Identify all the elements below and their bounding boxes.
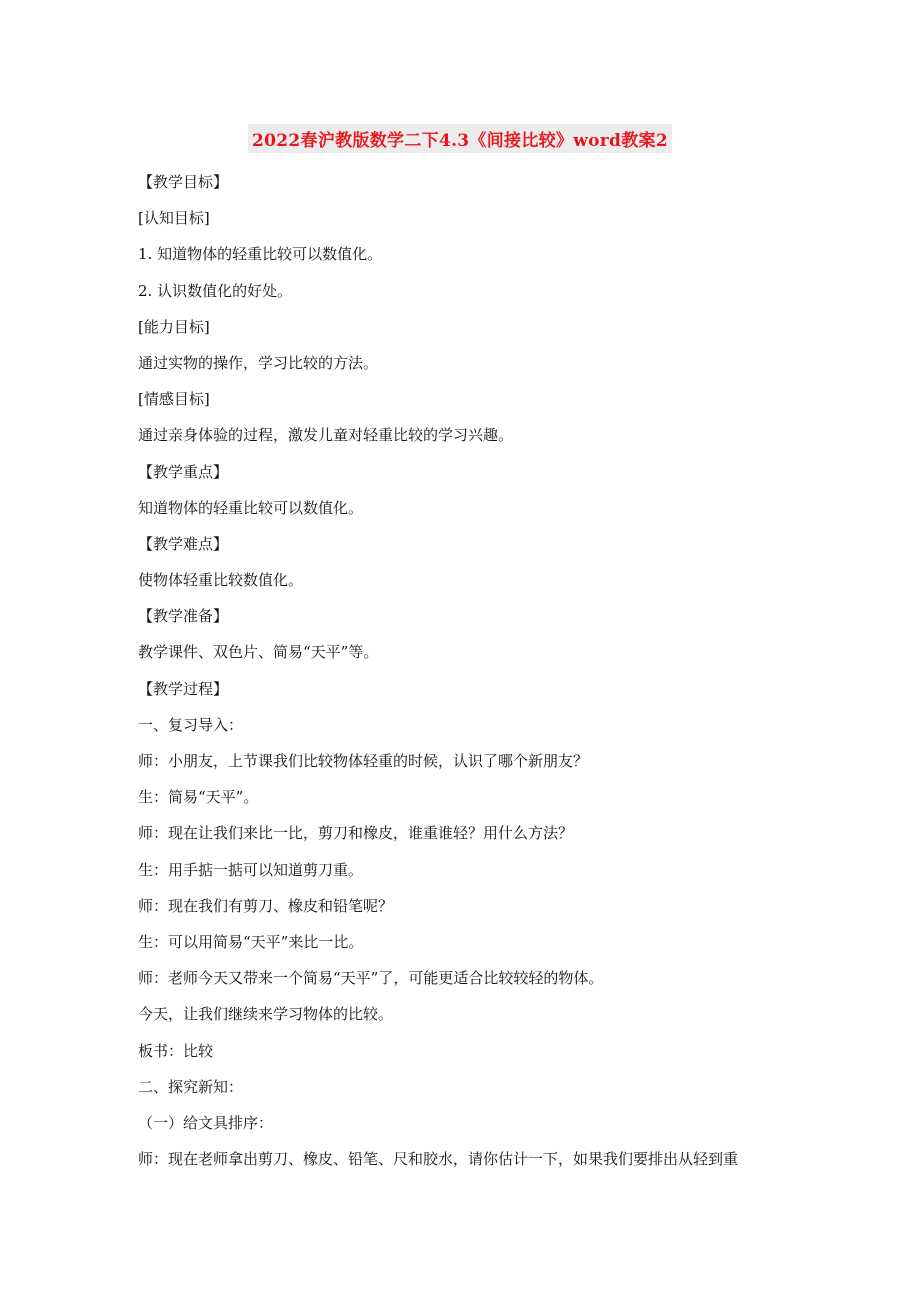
subheading-emotional-goals: [情感目标]: [138, 390, 210, 409]
dialogue-line: 师：现在我们有剪刀、橡皮和铅笔呢？: [138, 896, 394, 915]
paragraph: 今天，让我们继续来学习物体的比较。: [138, 1005, 394, 1024]
paragraph: 板书：比较: [138, 1041, 214, 1060]
paragraph: 使物体轻重比较数值化。: [138, 571, 304, 590]
dialogue-line: 生：用手掂一掂可以知道剪刀重。: [138, 860, 364, 879]
section-heading-process: 【教学过程】: [138, 679, 229, 698]
dialogue-line: 生：简易“天平”。: [138, 788, 259, 807]
document-title: 2022春沪教版数学二下4.3《间接比较》word教案2: [248, 124, 672, 153]
dialogue-line: 师：现在老师拿出剪刀、橡皮、铅笔、尺和胶水，请你估计一下，如果我们要排出从轻到重: [138, 1150, 739, 1169]
paragraph: 1. 知道物体的轻重比较可以数值化。: [138, 245, 383, 264]
paragraph: 二、探究新知：: [138, 1077, 244, 1096]
paragraph: 通过实物的操作，学习比较的方法。: [138, 353, 379, 372]
dialogue-line: 师：老师今天又带来一个简易“天平”了，可能更适合比较较轻的物体。: [138, 969, 604, 988]
document-body: [138, 164, 788, 1177]
section-heading-key-points: 【教学重点】: [138, 462, 229, 481]
paragraph: 知道物体的轻重比较可以数值化。: [138, 498, 364, 517]
section-heading-teaching-goals: 【教学目标】: [138, 173, 229, 191]
paragraph: 通过亲身体验的过程，激发儿童对轻重比较的学习兴趣。: [138, 426, 514, 445]
dialogue-line: 生：可以用简易“天平”来比一比。: [138, 932, 364, 951]
subheading-ability-goals: [能力目标]: [138, 317, 210, 336]
paragraph: 教学课件、双色片、简易“天平”等。: [138, 643, 379, 662]
paragraph: 2. 认识数值化的好处。: [138, 281, 293, 300]
paragraph: （一）给文具排序：: [138, 1113, 274, 1132]
title-container: [0, 124, 920, 153]
section-heading-difficulties: 【教学难点】: [138, 534, 229, 553]
dialogue-line: 师：小朋友，上节课我们比较物体轻重的时候，认识了哪个新朋友？: [138, 752, 589, 770]
dialogue-line: 师：现在让我们来比一比，剪刀和橡皮，谁重谁轻？用什么方法？: [138, 824, 574, 843]
paragraph: 一、复习导入：: [138, 715, 244, 734]
subheading-cognitive-goals: [认知目标]: [138, 209, 210, 228]
section-heading-preparation: 【教学准备】: [138, 607, 229, 626]
